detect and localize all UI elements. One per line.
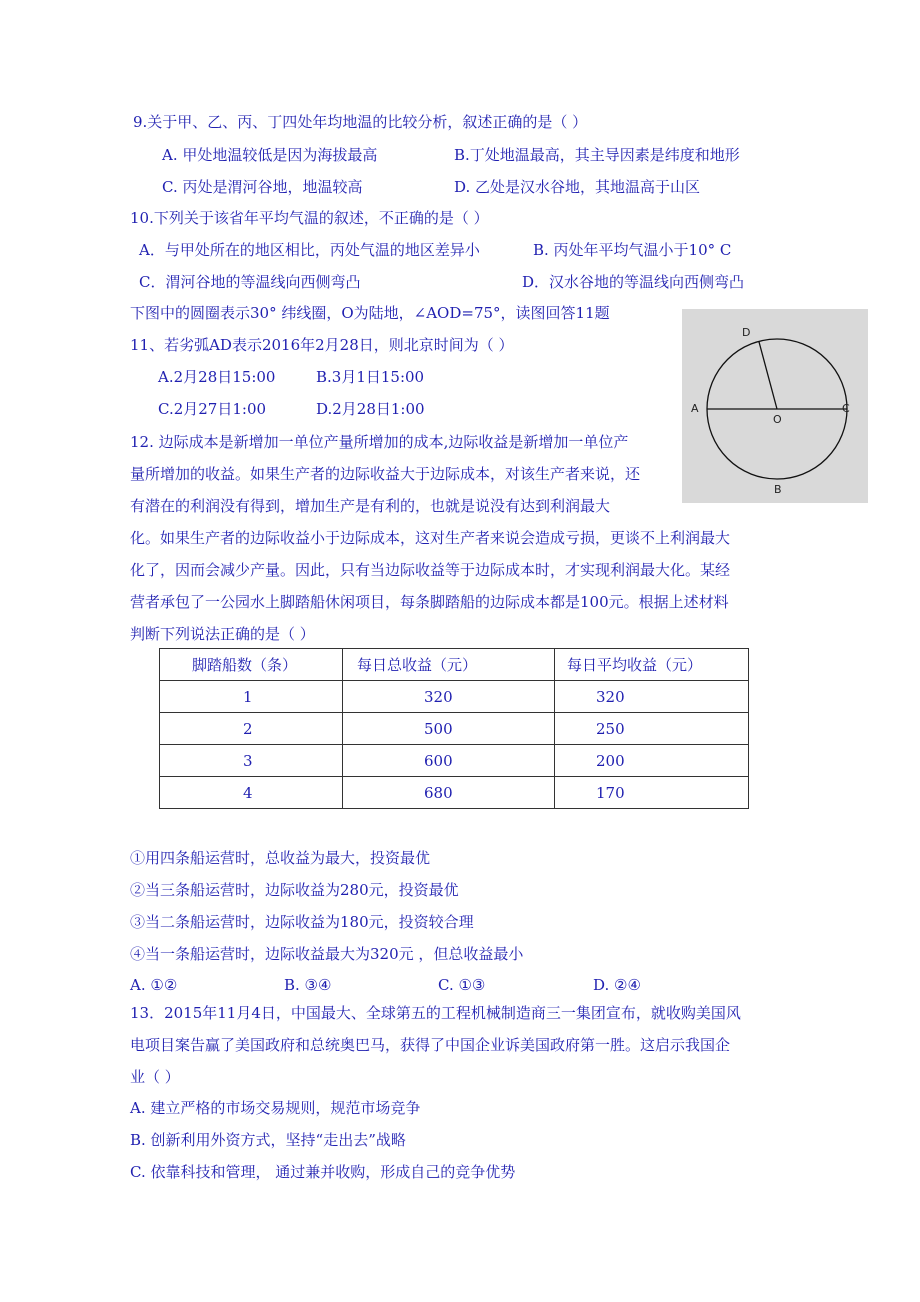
table-cell: 320 [343, 681, 555, 713]
table-header-cell: 每日总收益（元） [343, 649, 555, 681]
q9-option-b: B.丁处地温最高，其主导因素是纬度和地形 [454, 146, 740, 164]
table-cell: 1 [160, 681, 343, 713]
q12-option-d: D. ②④ [593, 976, 641, 994]
q13-option-a: A. 建立严格的市场交易规则，规范市场竞争 [130, 1099, 421, 1117]
table-cell: 170 [555, 777, 749, 809]
q10-option-a: A．与甲处所在的地区相比，丙处气温的地区差异小 [139, 241, 480, 259]
label-b: B [774, 483, 782, 496]
q11-option-b: B.3月1日15:00 [316, 368, 425, 386]
q12-line-6: 营者承包了一公园水上脚踏船休闲项目，每条脚踏船的边际成本都是100元。根据上述材料 [130, 593, 729, 611]
table-header-cell: 每日平均收益（元） [555, 649, 749, 681]
q11-option-c: C.2月27日1:00 [158, 400, 267, 418]
table-cell: 2 [160, 713, 343, 745]
latitude-circle-diagram [682, 309, 868, 503]
q12-option-c: C. ①③ [438, 976, 486, 994]
table-cell: 4 [160, 777, 343, 809]
q9-option-d: D. 乙处是汉水谷地，其地温高于山区 [454, 178, 701, 196]
table-cell: 250 [555, 713, 749, 745]
q10-stem: 10.下列关于该省年平均气温的叙述，不正确的是（ ） [130, 209, 489, 227]
label-o: O [773, 413, 782, 426]
q13-paragraph [130, 997, 741, 1093]
q11-stem: 11、若劣弧AD表示2016年2月28日，则北京时间为（ ） [130, 336, 514, 354]
q12-line-5: 化了，因而会减少产量。因此，只有当边际收益等于边际成本时，才实现利润最大化。某经 [130, 561, 731, 579]
q12-line-3: 有潜在的利润没有得到，增加生产是有利的，也就是说没有达到利润最大 [130, 497, 611, 515]
label-c: C [842, 402, 850, 415]
q12-option-a: A. ①② [130, 976, 178, 994]
pedal-boat-revenue-table [159, 648, 749, 809]
table-row [160, 713, 749, 745]
q9-option-a: A. 甲处地温较低是因为海拔最高 [162, 146, 378, 164]
q11-option-a: A.2月28日15:00 [158, 368, 276, 386]
label-d: D [742, 326, 751, 339]
table-cell: 320 [555, 681, 749, 713]
q12-line-7: 判断下列说法正确的是（ ） [130, 625, 315, 643]
q10-option-d: D．汉水谷地的等温线向西侧弯凸 [522, 273, 745, 291]
radius-od [759, 341, 777, 409]
q12-statement-1: ①用四条船运营时，总收益为最大，投资最优 [130, 849, 431, 867]
table-row [160, 681, 749, 713]
q12-paragraph-1 [130, 426, 640, 522]
q12-statement-3: ③当二条船运营时，边际收益为180元，投资较合理 [130, 913, 474, 931]
q13-line-1: 13．2015年11月4日，中国最大、全球第五的工程机械制造商三一集团宣布，就收购美国风 [130, 1004, 741, 1022]
q12-line-4: 化。如果生产者的边际收益小于边际成本，这对生产者来说会造成亏损，更谈不上利润最大 [130, 529, 731, 547]
q10-option-c: C．渭河谷地的等温线向西侧弯凸 [139, 273, 361, 291]
table-cell: 680 [343, 777, 555, 809]
q9-option-c: C. 丙处是渭河谷地，地温较高 [162, 178, 363, 196]
q13-line-3: 业（ ） [130, 1068, 180, 1086]
table-cell: 600 [343, 745, 555, 777]
table-cell: 500 [343, 713, 555, 745]
table-header-cell: 脚踏船数（条） [160, 649, 343, 681]
q11-intro: 下图中的圆圈表示30° 纬线圈，O为陆地，∠AOD=75°，读图回答11题 [130, 304, 610, 322]
q13-option-b: B. 创新利用外资方式，坚持“走出去”战略 [130, 1131, 406, 1149]
latitude-circle-figure [682, 309, 868, 503]
q12-option-b: B. ③④ [284, 976, 332, 994]
q13-line-2: 电项目案告赢了美国政府和总统奥巴马，获得了中国企业诉美国政府第一胜。这启示我国企 [130, 1036, 731, 1054]
table-cell: 3 [160, 745, 343, 777]
q10-option-b: B. 丙处年平均气温小于10° C [533, 241, 732, 259]
q12-paragraph-2 [130, 522, 730, 650]
table-cell: 200 [555, 745, 749, 777]
table-row [160, 777, 749, 809]
q13-option-c: C. 依靠科技和管理， 通过兼并收购，形成自己的竞争优势 [130, 1163, 516, 1181]
table-header-row [160, 649, 749, 681]
q12-statement-4: ④当一条船运营时，边际收益最大为320元 ，但总收益最小 [130, 945, 524, 963]
q12-statement-2: ②当三条船运营时，边际收益为280元，投资最优 [130, 881, 459, 899]
table-row [160, 745, 749, 777]
q11-option-d: D.2月28日1:00 [316, 400, 425, 418]
q12-line-1: 12. 边际成本是新增加一单位产量所增加的成本,边际收益是新增加一单位产 [130, 433, 629, 451]
label-a: A [691, 402, 699, 415]
q9-stem: 9.关于甲、乙、丙、丁四处年均地温的比较分析，叙述正确的是（ ） [133, 113, 588, 131]
q12-line-2: 量所增加的收益。如果生产者的边际收益大于边际成本，对该生产者来说，还 [130, 465, 641, 483]
